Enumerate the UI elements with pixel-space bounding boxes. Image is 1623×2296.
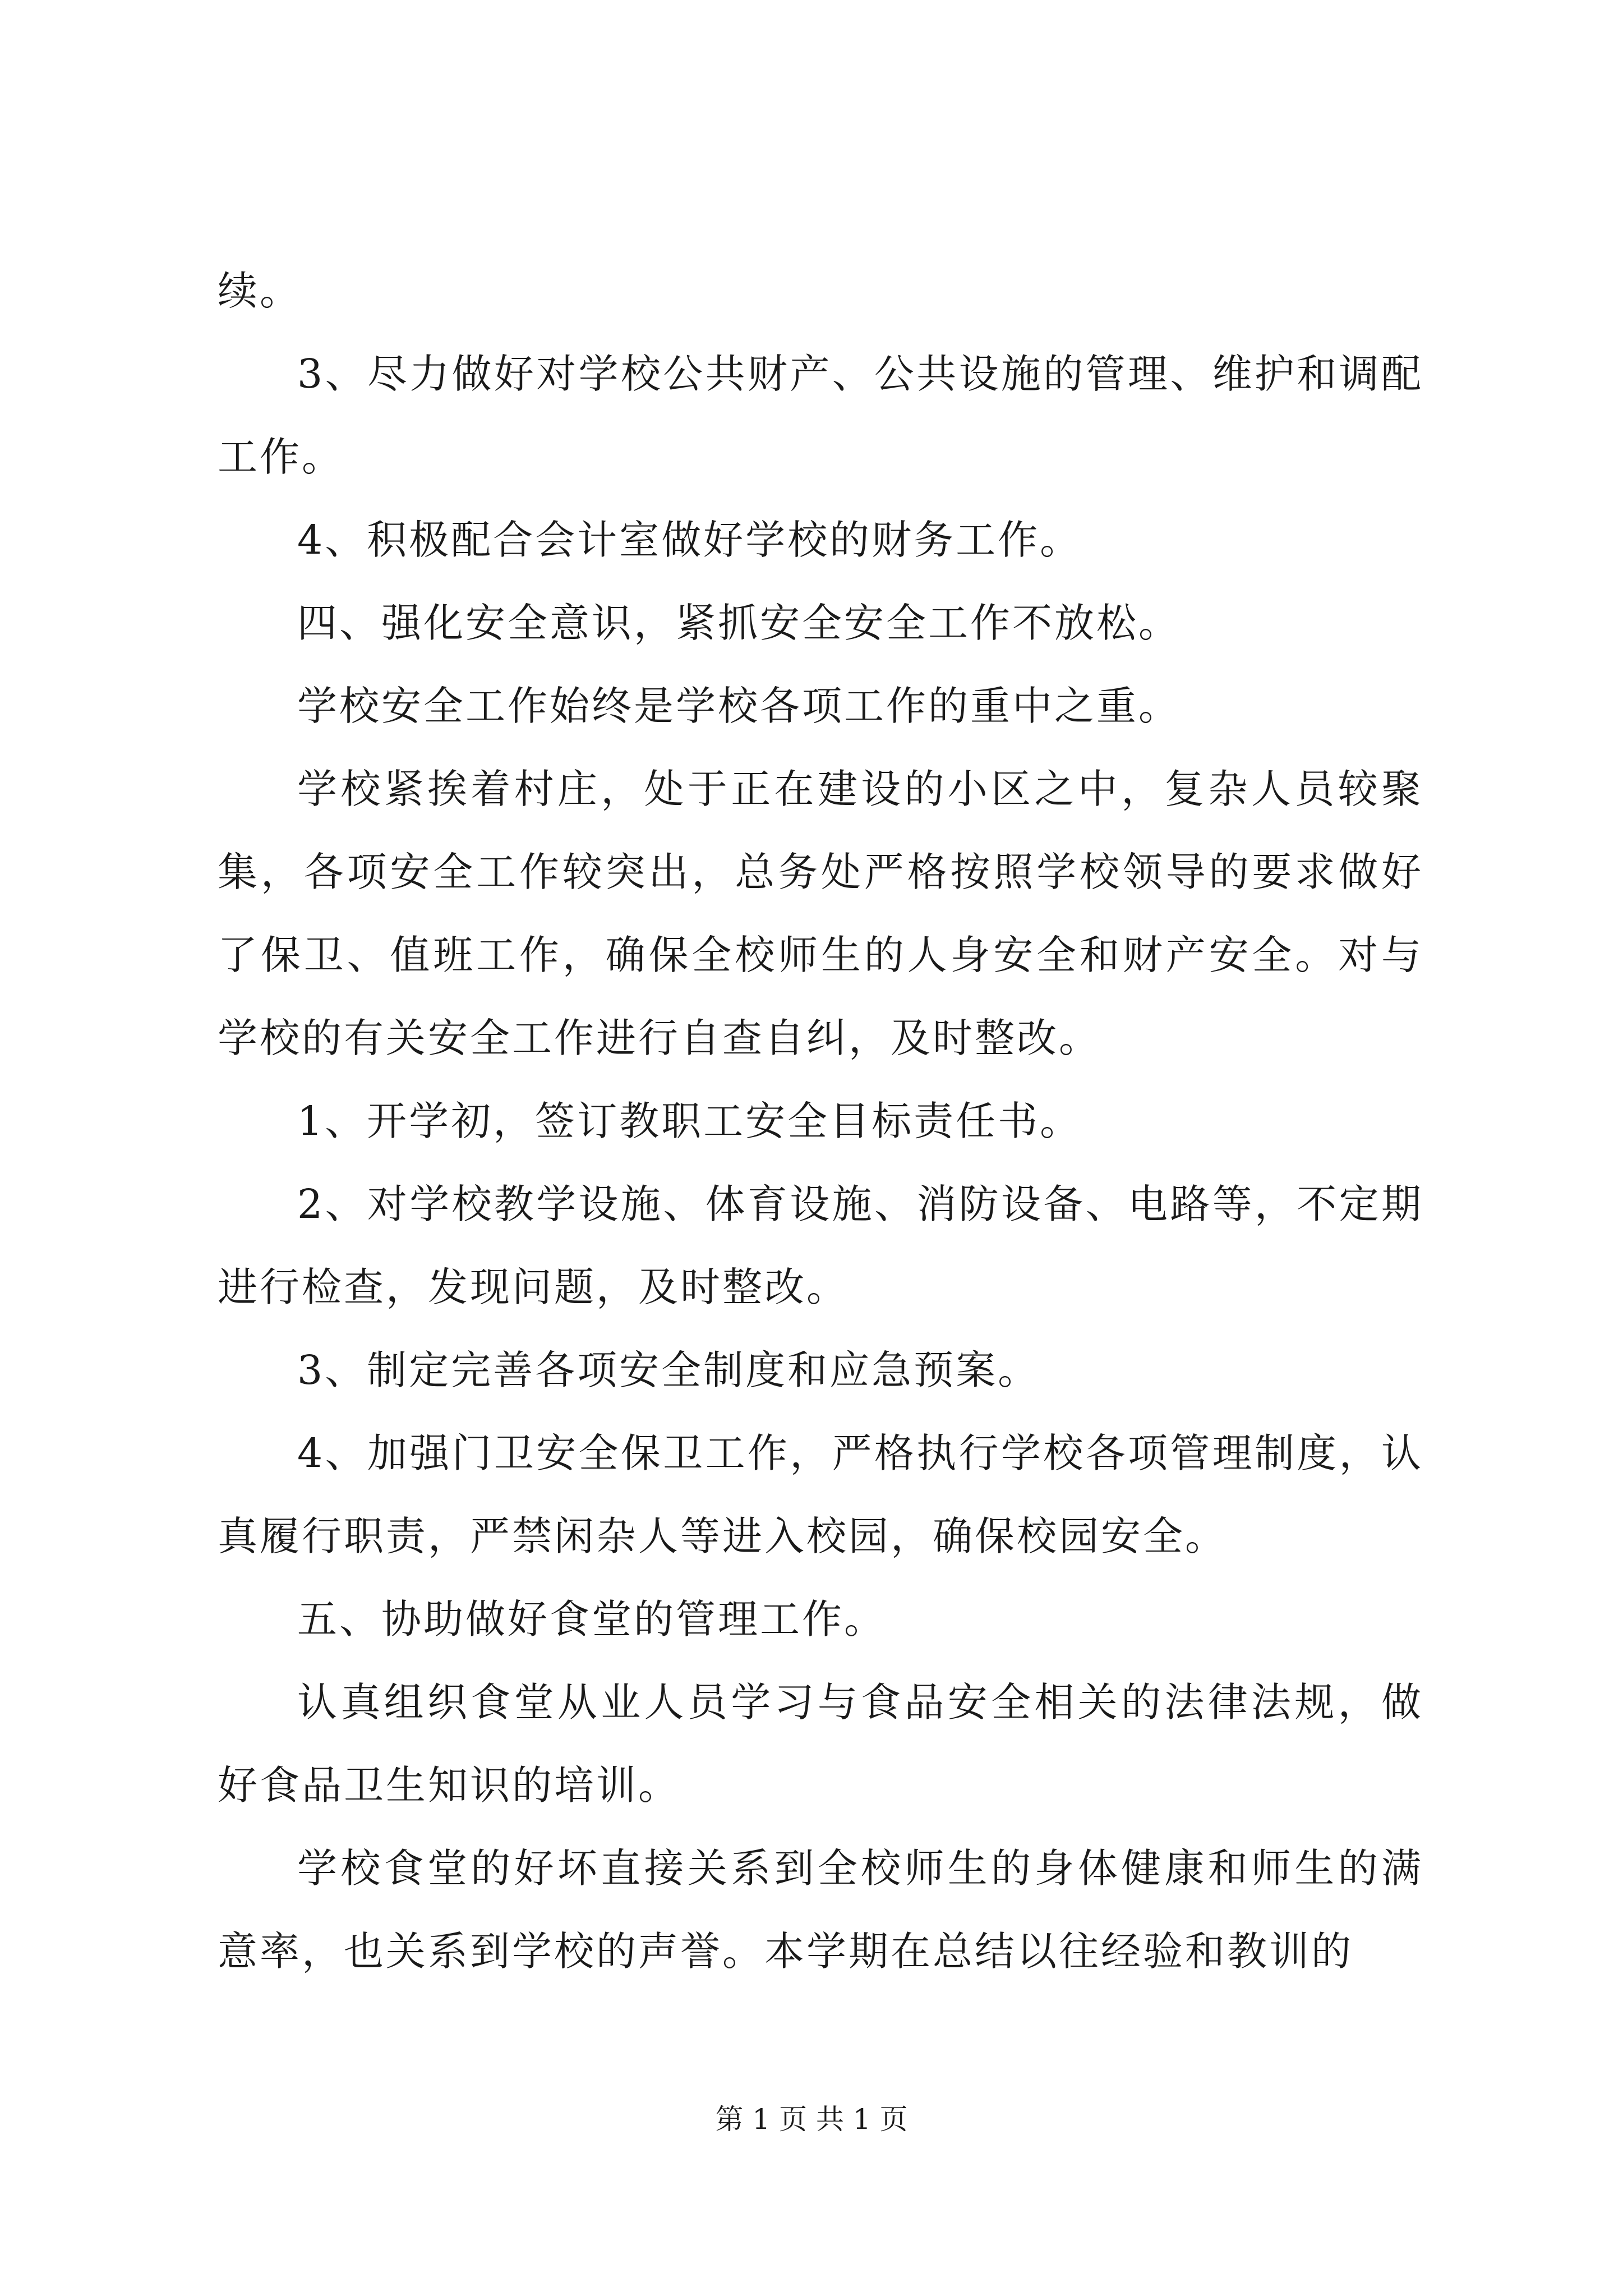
- paragraph-canteen-importance: 学校食堂的好坏直接关系到全校师生的身体健康和师生的满意率，也关系到学校的声誉。本学期在总结以往经验和教训的: [218, 1845, 1423, 1975]
- page-footer: 第 1 页 共 1 页: [715, 2103, 908, 2136]
- paragraph-safety-priority: 学校安全工作始终是学校各项工作的重中之重。: [297, 683, 1181, 729]
- paragraph-canteen-training: 认真组织食堂从业人员学习与食品安全相关的法律法规，做好食品卫生知识的培训。: [218, 1679, 1423, 1809]
- paragraph-safety-item-2: 2、对学校教学设施、体育设施、消防设备、电路等，不定期进行检查，发现问题，及时整改。: [218, 1181, 1423, 1310]
- section-heading-4-safety: 四、强化安全意识，紧抓安全安全工作不放松。: [297, 600, 1181, 646]
- paragraph-safety-item-4: 4、加强门卫安全保卫工作，严格执行学校各项管理制度，认真履行职责，严禁闲杂人等进入校园，确保校园安全。: [218, 1430, 1423, 1559]
- paragraph-item-3-public-property: 3、尽力做好对学校公共财产、公共设施的管理、维护和调配工作。: [218, 351, 1423, 480]
- paragraph-safety-context: 学校紧挨着村庄，处于正在建设的小区之中，复杂人员较聚集，各项安全工作较突出，总务处严格按照学校领导的要求做好了保卫、值班工作，确保全校师生的人身安全和财产安全。对与学校的有关安全工作进行自查自纠，及时整改。: [218, 766, 1423, 1061]
- paragraph-continuation: 续。: [218, 268, 302, 314]
- paragraph-item-4-finance: 4、积极配合会计室做好学校的财务工作。: [297, 517, 1082, 563]
- paragraph-safety-item-3: 3、制定完善各项安全制度和应急预案。: [297, 1347, 1040, 1393]
- paragraph-safety-item-1: 1、开学初，签订教职工安全目标责任书。: [297, 1098, 1082, 1144]
- section-heading-5-canteen: 五、协助做好食堂的管理工作。: [297, 1596, 887, 1642]
- document-body: [218, 250, 1423, 1993]
